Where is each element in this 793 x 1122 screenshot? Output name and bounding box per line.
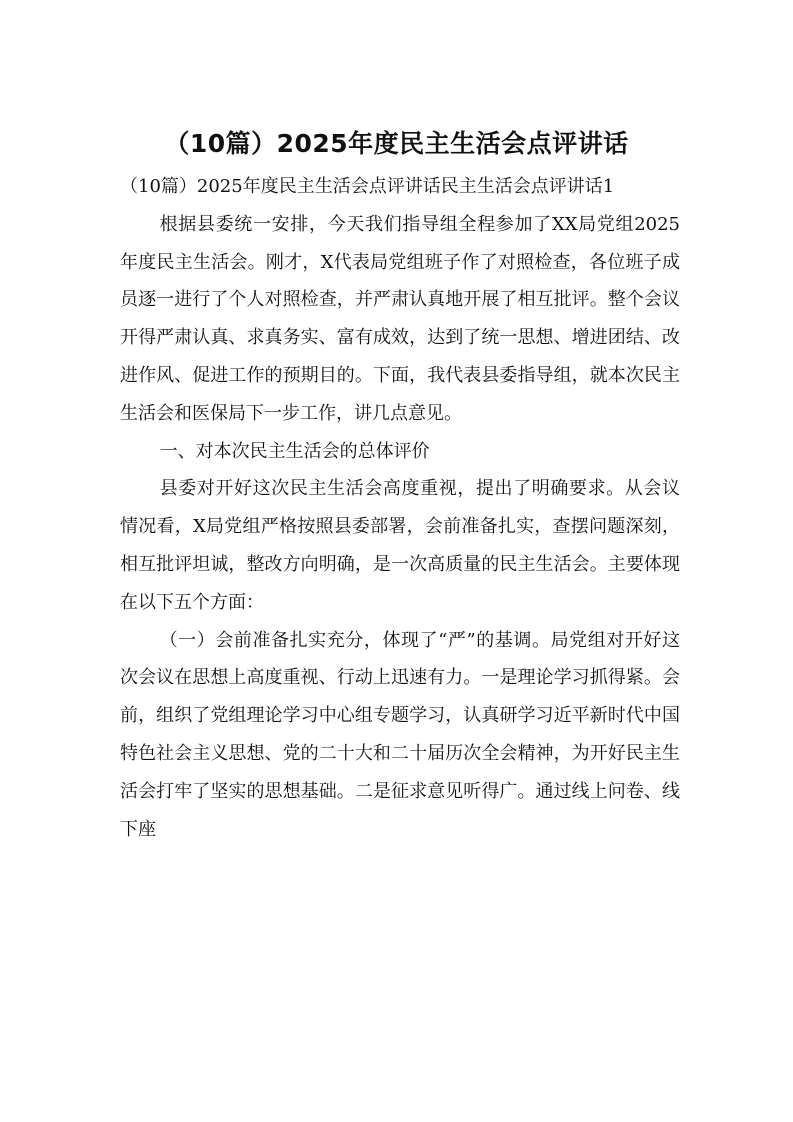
paragraph-point-one: （一）会前准备扎实充分，体现了“严”的基调。局党组对开好这次会议在思想上高度重视、行动上迅速有力。一是理论学习抓得紧。会前，组织了党组理论学习中心组专题学习，认真研学习近平新时代中国特色社会主义思想、党的二十大和二十届历次全会精神，为开好民主生活会打牢了坚实的思想基础。二是征求意见听得广。通过线上问卷、线下座: [120, 629, 680, 840]
document-body: [120, 168, 680, 848]
paragraph-evaluation: 县委对开好这次民主生活会高度重视，提出了明确要求。从会议情况看，X局党组严格按照县委部署，会前准备扎实，查摆问题深刻，相互批评坦诚，整改方向明确，是一次高质量的民主生活会。主要体现在以下五个方面：: [120, 478, 680, 613]
section-heading: 一、对本次民主生活会的总体评价: [159, 440, 430, 462]
document-title: （10篇）2025年度民主生活会点评讲话: [164, 129, 629, 158]
document-subtitle: （10篇）2025年度民主生活会点评讲话民主生活会点评讲话1: [120, 176, 615, 197]
paragraph-intro: 根据县委统一安排，今天我们指导组全程参加了XX局党组2025年度民主生活会。刚才，X代表局党组班子作了对照检查，各位班子成员逐一进行了个人对照检查，并严肃认真地开展了相互批评。整个会议开得严肃认真、求真务实、富有成效，达到了统一思想、增进团结、改进作风、促进工作的预期目的。下面，我代表县委指导组，就本次民主生活会和医保局下一步工作，讲几点意见。: [120, 213, 680, 424]
